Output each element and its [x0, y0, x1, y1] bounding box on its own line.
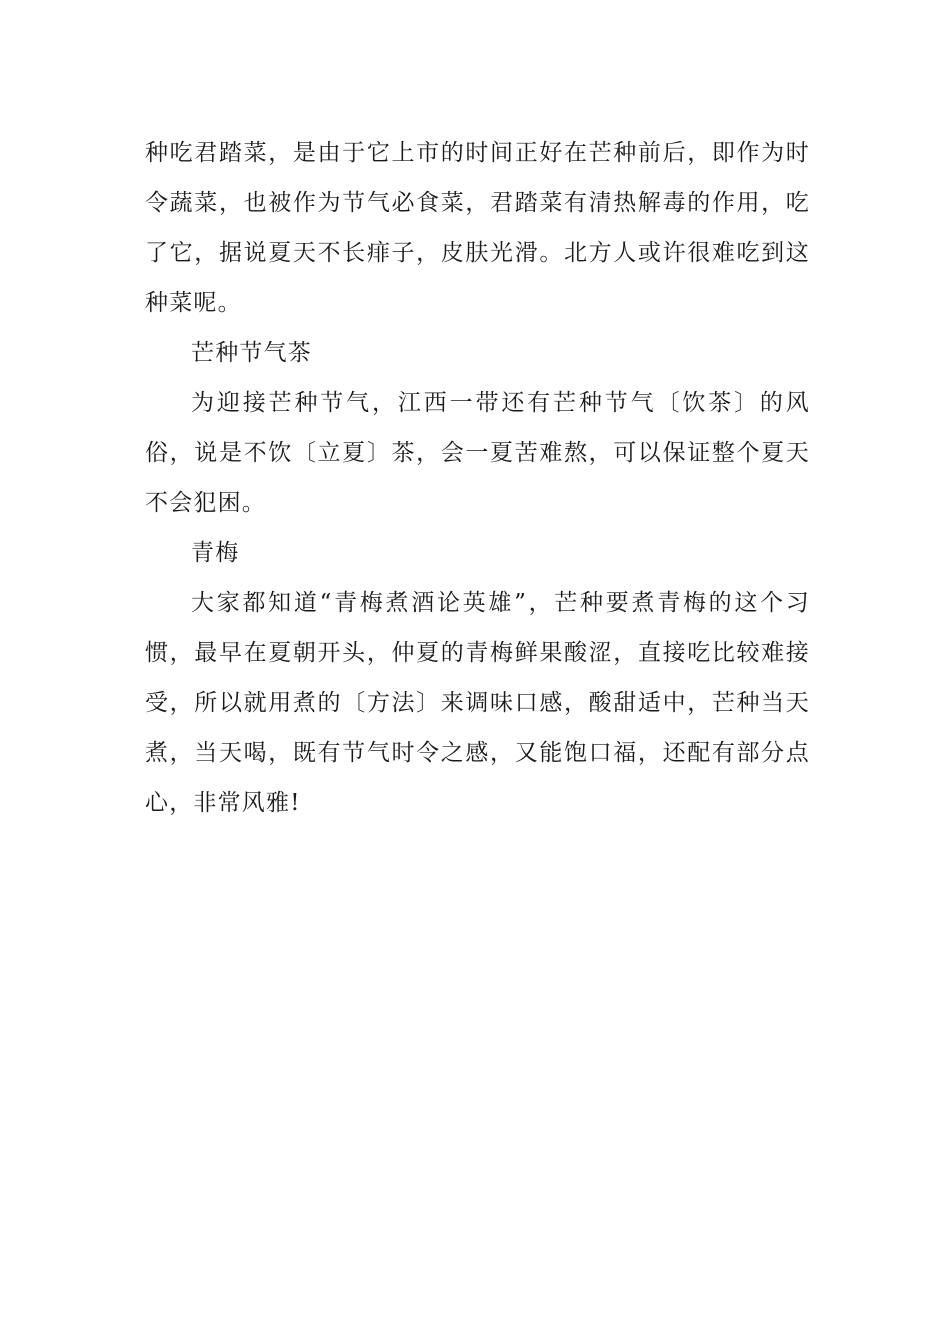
paragraph-mangzhong-tea: 为迎接芒种节气，江西一带还有芒种节气〔饮茶〕的风俗，说是不饮〔立夏〕茶，会一夏苦难熬，可以保证整个夏天不会犯困。 [145, 390, 810, 516]
document-body [145, 128, 810, 828]
heading-green-plum: 青梅 [191, 540, 240, 566]
paragraph-green-plum: 大家都知道“青梅煮酒论英雄”，芒种要煮青梅的这个习惯，最早在夏朝开头，仲夏的青梅鲜果酸涩，直接吃比较难接受，所以就用煮的〔方法〕来调味口感，酸甜适中，芒种当天煮，当天喝，既有节气时令之感，又能饱口福，还配有部分点心，非常风雅! [145, 590, 810, 816]
heading-mangzhong-tea: 芒种节气茶 [191, 340, 312, 366]
paragraph-junta-vegetable: 种吃君踏菜，是由于它上市的时间正好在芒种前后，即作为时令蔬菜，也被作为节气必食菜，君踏菜有清热解毒的作用，吃了它，据说夏天不长痱子，皮肤光滑。北方人或许很难吃到这种菜呢。 [145, 140, 810, 316]
